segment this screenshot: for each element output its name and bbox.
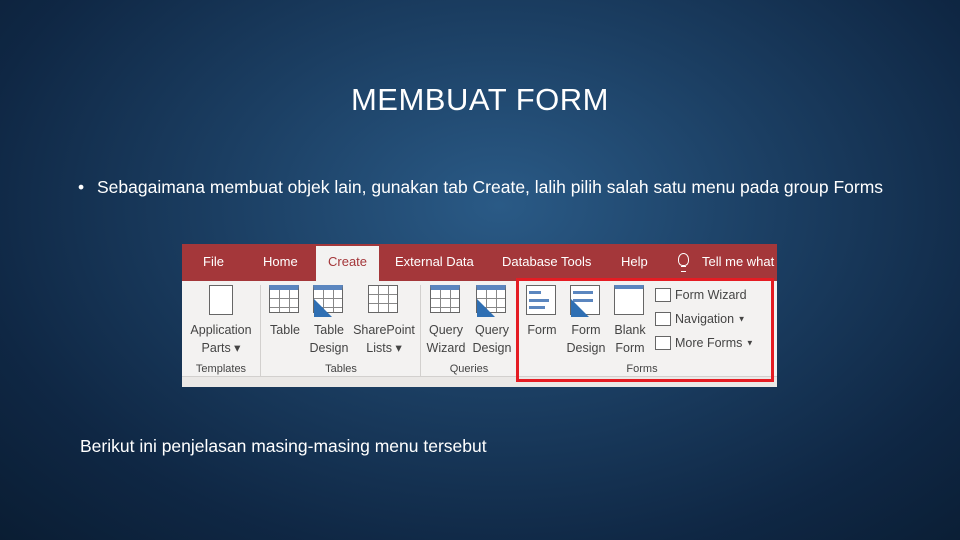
blank-form-button[interactable]: Blank Form xyxy=(610,285,650,357)
table-icon xyxy=(269,285,301,317)
form-wizard-button[interactable]: Form Wizard xyxy=(655,285,747,305)
table-design-icon xyxy=(313,285,345,317)
bullet-paragraph xyxy=(78,173,919,201)
application-parts-icon xyxy=(205,285,237,317)
tab-home[interactable]: Home xyxy=(263,254,298,269)
query-wizard-icon xyxy=(430,285,462,317)
group-label-tables: Tables xyxy=(325,363,357,375)
tab-create[interactable]: Create xyxy=(316,246,379,281)
navigation-button[interactable]: Navigation ▼ xyxy=(655,309,745,329)
slide-title: MEMBUAT FORM xyxy=(350,82,609,117)
group-divider xyxy=(260,285,261,380)
group-label-templates: Templates xyxy=(195,363,247,375)
bullet-marker: • xyxy=(78,177,85,197)
sharepoint-lists-icon xyxy=(368,285,400,317)
sharepoint-lists-button[interactable]: SharePoint Lists ▾ xyxy=(350,285,418,357)
dropdown-caret-icon: ▼ xyxy=(745,338,754,348)
group-divider xyxy=(420,285,421,380)
ribbon-tab-bar xyxy=(182,244,777,281)
query-design-icon xyxy=(476,285,508,317)
table-button[interactable]: Table xyxy=(264,285,306,339)
form-button[interactable]: Form xyxy=(522,285,562,339)
group-label-queries: Queries xyxy=(449,363,489,375)
tab-database-tools[interactable]: Database Tools xyxy=(502,254,592,269)
footer-text: Berikut ini penjelasan masing-masing menu tersebut xyxy=(80,436,487,456)
group-label-forms: Forms xyxy=(626,363,658,375)
forms-highlight-box xyxy=(516,278,774,382)
lightbulb-icon xyxy=(678,253,689,266)
ribbon-screenshot xyxy=(182,244,777,387)
table-design-button[interactable]: Table Design xyxy=(308,285,350,357)
application-parts-button[interactable]: Application Parts ▾ xyxy=(184,285,258,357)
bullet-text: Sebagaimana membuat objek lain, gunakan tab Create, lalih pilih salah satu menu pada group Forms xyxy=(97,177,884,197)
form-design-button[interactable]: Form Design xyxy=(564,285,608,357)
query-wizard-button[interactable]: Query Wizard xyxy=(424,285,468,357)
tell-me-search[interactable]: Tell me what xyxy=(702,254,775,269)
more-forms-button[interactable]: More Forms ▼ xyxy=(655,333,754,353)
tab-help[interactable]: Help xyxy=(621,254,648,269)
tab-external-data[interactable]: External Data xyxy=(395,254,474,269)
dropdown-caret-icon: ▼ xyxy=(737,314,746,324)
query-design-button[interactable]: Query Design xyxy=(470,285,514,357)
tab-file[interactable]: File xyxy=(203,254,224,269)
